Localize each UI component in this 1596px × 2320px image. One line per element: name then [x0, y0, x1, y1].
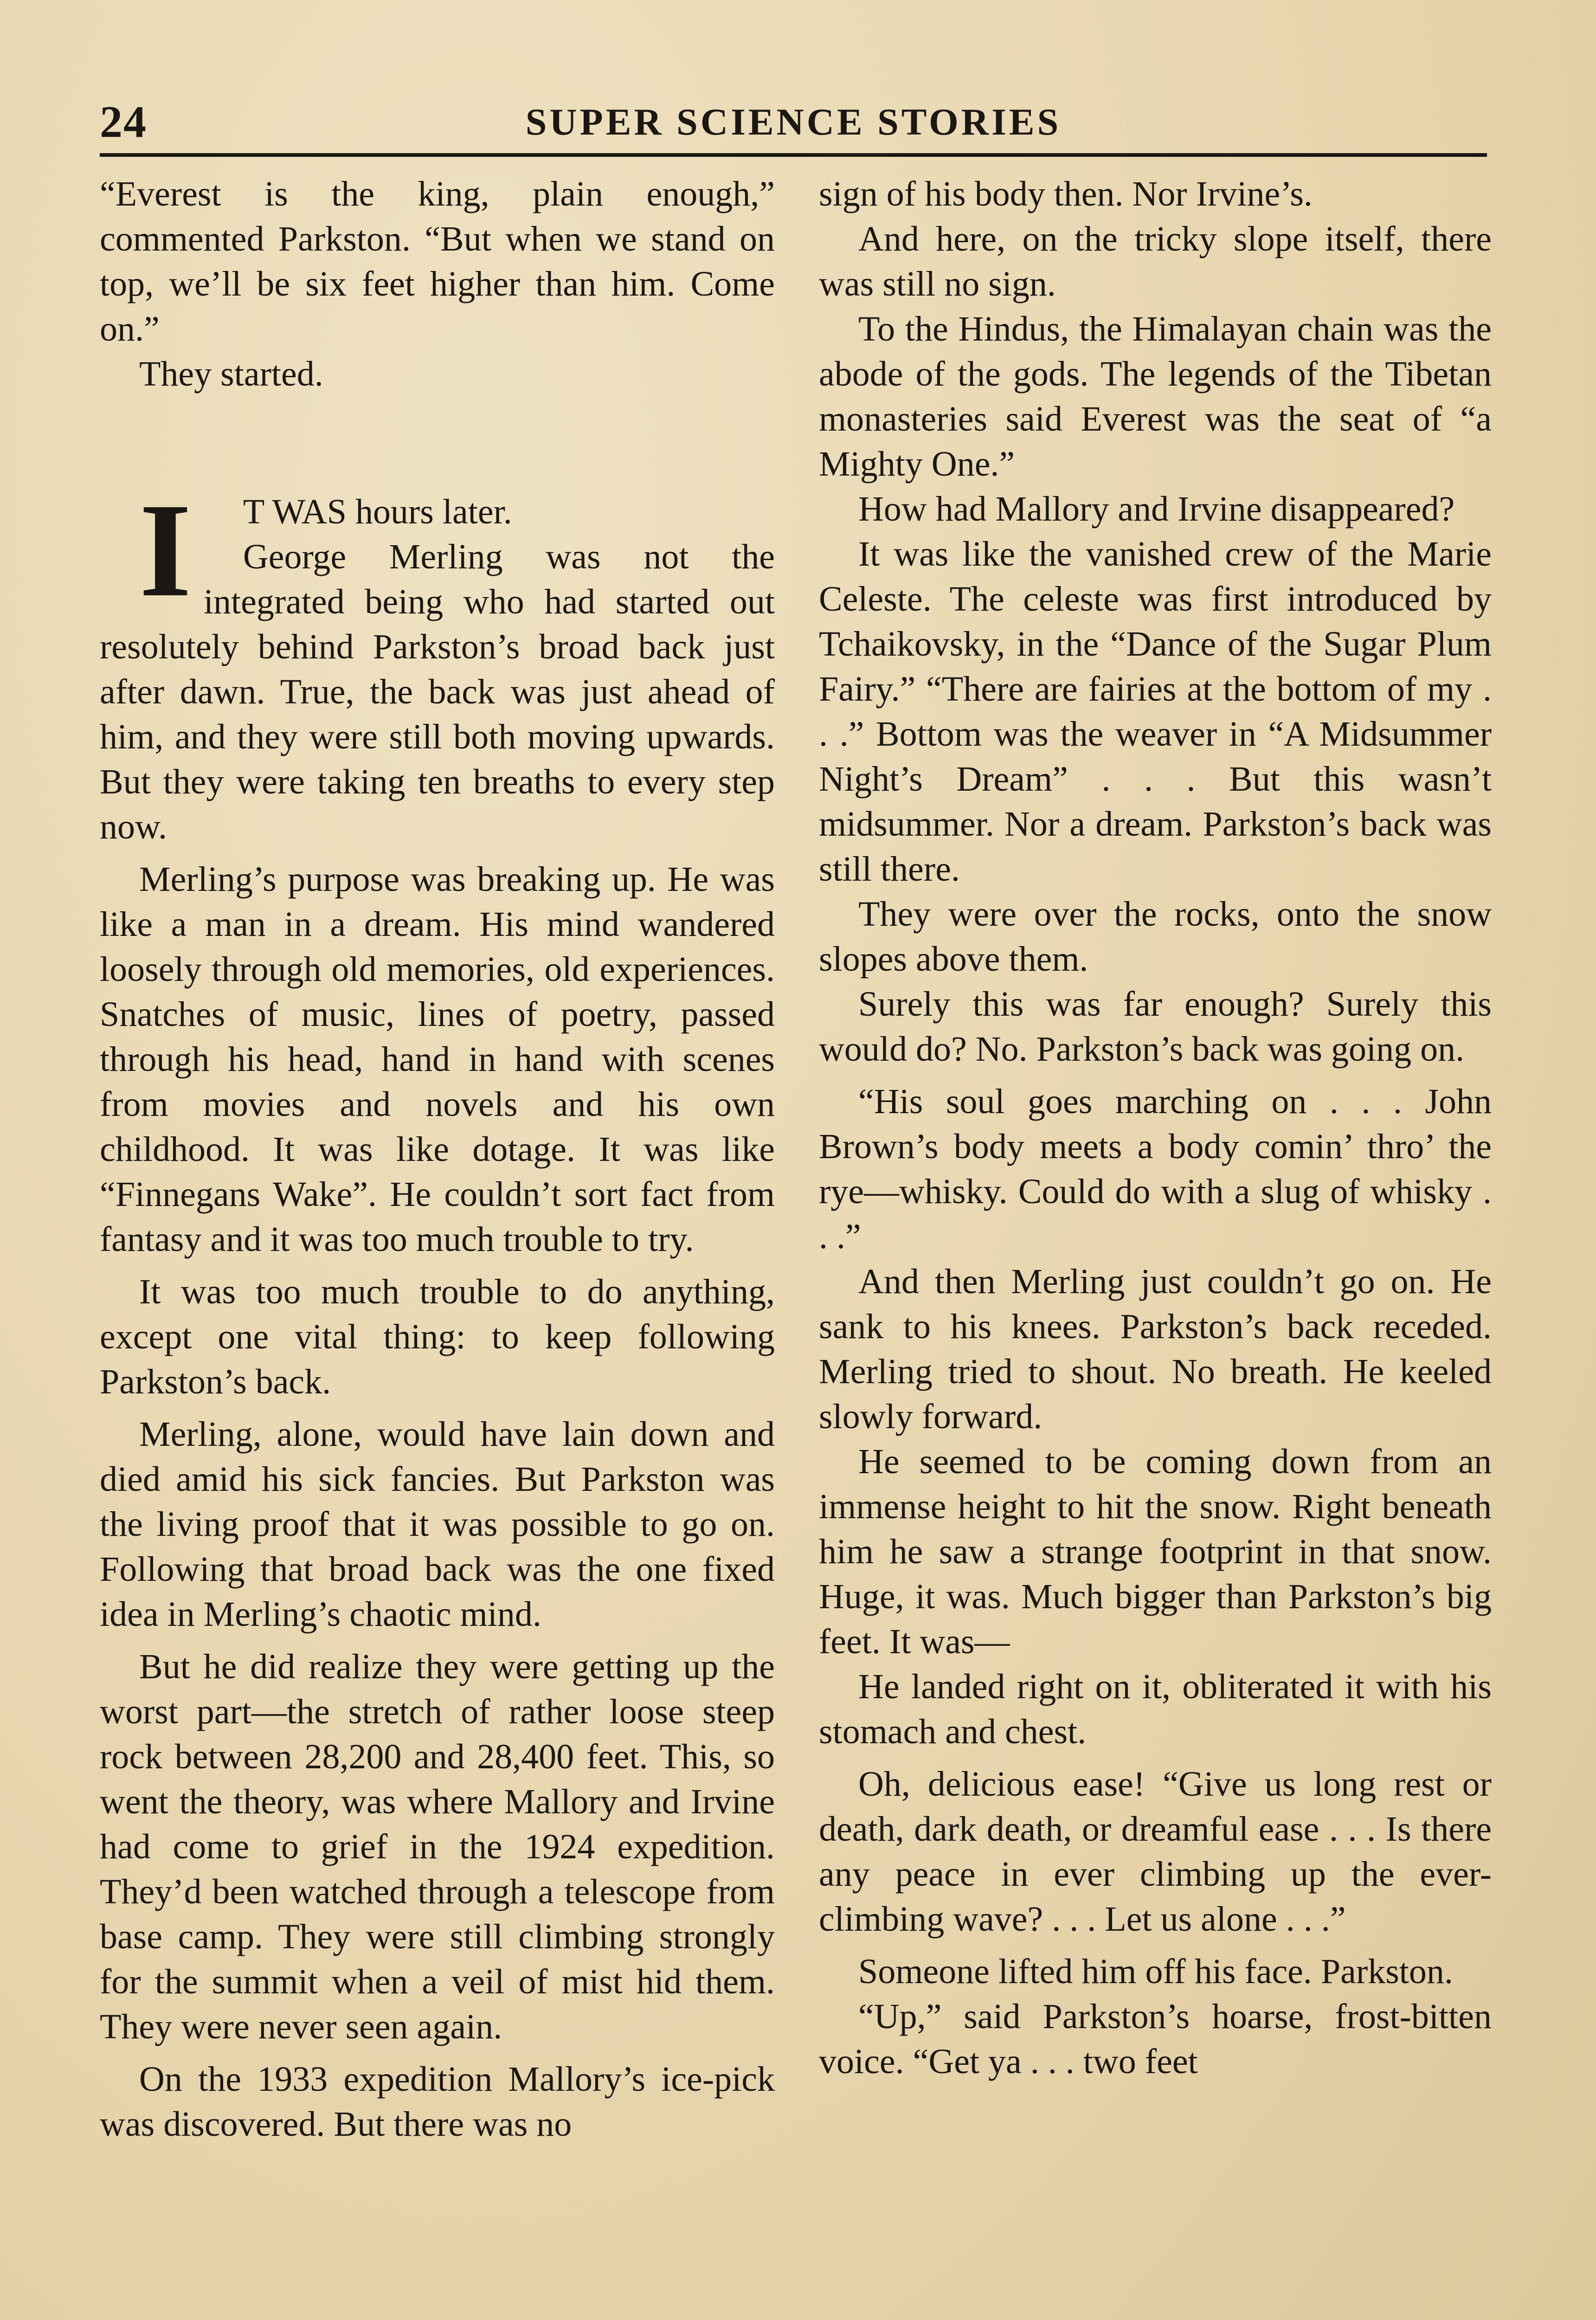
paragraph: They started. — [139, 354, 323, 393]
drop-cap: I — [139, 476, 192, 625]
paragraph: Merling’s purpose was breaking up. He was like a man in a dream. His mind wandered loosely through old memories, old experiences. Snatches of music, lines of poetry, passed through his head, hand in hand with scenes from movies and novels and his own childhood. It was like dotage. It was like “Finnegans Wake”. He couldn’t sort fact from fantasy and it was too much trouble to try. — [100, 860, 775, 1259]
paragraph: And then Merling just couldn’t go on. He sank to his knees. Parkston’s back receded. Merling tried to shout. No breath. He keeled slowly forward. — [819, 1262, 1492, 1436]
paragraph: How had Mallory and Irvine disappeared? — [858, 490, 1455, 528]
paragraph: It was like the vanished crew of the Marie Celeste. The celeste was first introduced by Tchaikovsky, in the “Dance of the Sugar Plum Fairy.” “There are fairies at the bottom of my . . .” Bottom was the weaver in “A Midsummer Night’s Dream” . . . But this wasn’t midsummer. Nor a dream. Parkston’s back was still there. — [819, 535, 1492, 889]
paragraph: George Merling was not the integrated being who had started out resolutely behind Parkston’s broad back just after dawn. True, the back was just ahead of him, and they were still both moving upwards. But they were taking ten breaths to every step now. — [100, 537, 775, 846]
paragraph: And here, on the tricky slope itself, there was still no sign. — [819, 219, 1492, 303]
paragraph: “His soul goes marching on . . . John Brown’s body meets a body comin’ thro’ the rye—whisky. Could do with a slug of whisky . . .” — [819, 1082, 1492, 1256]
right-column — [819, 172, 1492, 2084]
paragraph: “Up,” said Parkston’s hoarse, frost-bitten voice. “Get ya . . . two feet — [819, 1997, 1492, 2081]
paragraph: “Everest is the king, plain enough,” commented Parkston. “But when we stand on top, we’ll be six feet higher than him. Come on.” — [100, 174, 775, 348]
paragraph: To the Hindus, the Himalayan chain was the abode of the gods. The legends of the Tibetan monasteries said Everest was the seat of “a Mighty One.” — [819, 309, 1492, 483]
running-title: SUPER SCIENCE STORIES — [525, 101, 1062, 143]
left-column — [100, 172, 775, 2147]
paragraph: They were over the rocks, onto the snow slopes above them. — [819, 895, 1492, 979]
paragraph: It was too much trouble to do anything, except one vital thing: to keep following Parkston’s back. — [100, 1272, 775, 1401]
paragraph: He seemed to be coming down from an immense height to hit the snow. Right beneath him he saw a strange footprint in that snow. Huge, it was. Much bigger than Parkston’s big feet. It was— — [819, 1442, 1492, 1661]
paragraph: But he did realize they were getting up the worst part—the stretch of rather loose steep rock between 28,200 and 28,400 feet. This, so went the theory, was where Mallory and Irvine had come to grief in the 1924 expedition. They’d been watched through a telescope from base camp. They were still climbing strongly for the summit when a veil of mist hid them. They were never seen again. — [100, 1647, 775, 2046]
paragraph: Oh, delicious ease! “Give us long rest or death, dark death, or dreamful ease . . . Is there any peace in ever climbing up the ever-climbing wave? . . . Let us alone . . .” — [819, 1765, 1492, 1939]
page-number: 24 — [100, 97, 147, 147]
paragraph: On the 1933 expedition Mallory’s ice-pick was discovered. But there was no — [100, 2060, 775, 2144]
section-opening — [100, 476, 775, 625]
paragraph: Someone lifted him off his face. Parkston. — [858, 1952, 1453, 1991]
paragraph: He landed right on it, obliterated it with his stomach and chest. — [819, 1667, 1492, 1751]
header-rule — [100, 153, 1487, 157]
paragraph: sign of his body then. Nor Irvine’s. — [819, 174, 1313, 213]
paragraph: Surely this was far enough? Surely this would do? No. Parkston’s back was going on. — [819, 985, 1492, 1069]
paragraph: Merling, alone, would have lain down and died amid his sick fancies. But Parkston was the living proof that it was possible to go on. Following that broad back was the one fixed idea in Merling’s chaotic mind. — [100, 1415, 775, 1634]
opening-line: T WAS hours later. — [243, 492, 512, 531]
page-header — [100, 97, 1487, 148]
